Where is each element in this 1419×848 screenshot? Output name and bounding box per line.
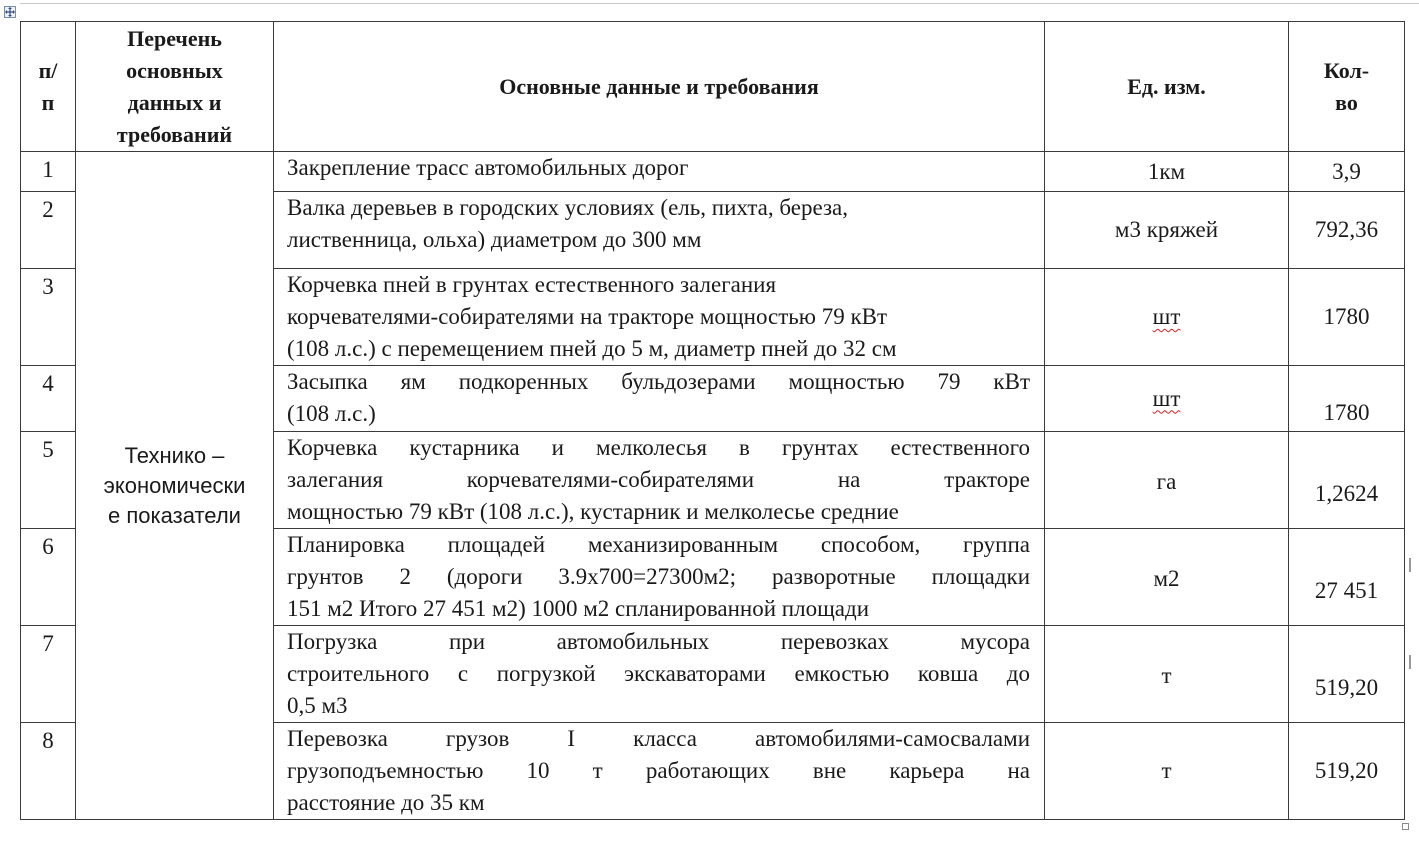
table-move-handle-icon[interactable]	[4, 6, 16, 18]
desc-line: расстояние до 35 км	[287, 790, 485, 815]
desc-line: грузоподъемностью 10 т работающих вне карьера на	[287, 758, 1030, 783]
header-num-line-2: п	[41, 89, 55, 115]
row-description	[274, 723, 1045, 820]
row-description	[274, 529, 1045, 626]
header-qty	[1289, 22, 1405, 152]
row-number: 5	[21, 432, 76, 529]
row-description	[274, 366, 1045, 432]
row-unit: т	[1045, 723, 1289, 820]
row-unit	[1045, 269, 1289, 366]
row-description	[274, 152, 1045, 192]
row-quantity: 792,36	[1289, 192, 1405, 269]
header-qty-line-1: Кол-	[1323, 57, 1370, 83]
desc-line: Погрузка при автомобильных перевозках мусора	[287, 629, 1030, 654]
column-resize-marker[interactable]	[1409, 558, 1411, 572]
desc-line: (108 л.с.) с перемещением пней до 5 м, диаметр пней до 32 см	[287, 336, 897, 361]
row-description	[274, 432, 1045, 529]
header-num-line-1: п/	[38, 57, 58, 83]
header-list	[76, 22, 274, 152]
row-quantity: 1,2624	[1289, 432, 1405, 529]
header-list-line-2: основных	[126, 57, 223, 83]
page-top-rule	[20, 3, 1419, 4]
header-num	[21, 22, 76, 152]
row-number: 7	[21, 626, 76, 723]
row-unit: м3 кряжей	[1045, 192, 1289, 269]
desc-line: лиственница, ольха) диаметром до 300 мм	[287, 227, 702, 252]
row-number: 4	[21, 366, 76, 432]
row-unit: т	[1045, 626, 1289, 723]
desc-line: строительного с погрузкой экскаваторами емкостью ковша до	[287, 661, 1030, 686]
requirements-table	[20, 21, 1405, 820]
desc-line: залегания корчевателями-собирателями на тракторе	[287, 467, 1030, 492]
desc-line: Планировка площадей механизированным способом, группа	[287, 532, 1030, 557]
desc-line: Корчевка кустарника и мелколесья в грунтах естественного	[287, 435, 1030, 460]
row-description	[274, 192, 1045, 269]
desc-line: Валка деревьев в городских условиях (ель, пихта, береза,	[287, 195, 848, 220]
header-unit: Ед. изм.	[1045, 22, 1289, 152]
header-main: Основные данные и требования	[274, 22, 1045, 152]
row-description	[274, 269, 1045, 366]
desc-line: Корчевка пней в грунтах естественного залегания	[287, 272, 777, 297]
table-resize-handle-icon[interactable]	[1402, 823, 1409, 830]
table-header-row	[21, 22, 1405, 152]
row-quantity: 27 451	[1289, 529, 1405, 626]
row-unit	[1045, 366, 1289, 432]
header-list-line-4: требований	[116, 121, 233, 147]
row-quantity: 519,20	[1289, 723, 1405, 820]
row-number: 6	[21, 529, 76, 626]
header-list-line-1: Перечень	[127, 25, 222, 51]
desc-line: (108 л.с.)	[287, 401, 376, 426]
desc-line: Закрепление трасс автомобильных дорог	[287, 155, 689, 180]
group-label-line-1: Технико –	[124, 442, 225, 468]
desc-line: 0,5 м3	[287, 693, 348, 718]
row-number: 2	[21, 192, 76, 269]
desc-line: 151 м2 Итого 27 451 м2) 1000 м2 спланированной площади	[287, 596, 870, 621]
row-unit: 1км	[1045, 152, 1289, 192]
group-label-line-2: экономически	[103, 472, 246, 498]
unit-text: шт	[1152, 304, 1181, 329]
row-unit: м2	[1045, 529, 1289, 626]
row-number: 8	[21, 723, 76, 820]
desc-line: грунтов 2 (дороги 3.9х700=27300м2; разворотные площадки	[287, 564, 1030, 589]
desc-line: Засыпка ям подкоренных бульдозерами мощностью 79 кВт	[287, 369, 1030, 394]
table-row	[21, 152, 1405, 192]
row-description	[274, 626, 1045, 723]
row-number: 1	[21, 152, 76, 192]
row-number: 3	[21, 269, 76, 366]
header-qty-line-2: во	[1335, 89, 1358, 115]
unit-text: шт	[1152, 385, 1181, 411]
row-unit: га	[1045, 432, 1289, 529]
desc-line: корчевателями-собирателями на тракторе мощностью 79 кВт	[287, 304, 888, 329]
desc-line: Перевозка грузов I класса автомобилями-самосвалами	[287, 726, 1030, 751]
column-resize-marker[interactable]	[1409, 655, 1411, 669]
row-quantity: 3,9	[1289, 152, 1405, 192]
row-quantity: 519,20	[1289, 626, 1405, 723]
group-label	[76, 152, 274, 820]
header-list-line-3: данных и	[127, 89, 222, 115]
desc-line: мощностью 79 кВт (108 л.с.), кустарник и мелколесье средние	[287, 499, 899, 524]
group-label-line-3: е показатели	[108, 502, 241, 528]
row-quantity: 1780	[1289, 269, 1405, 366]
row-quantity: 1780	[1289, 366, 1405, 432]
